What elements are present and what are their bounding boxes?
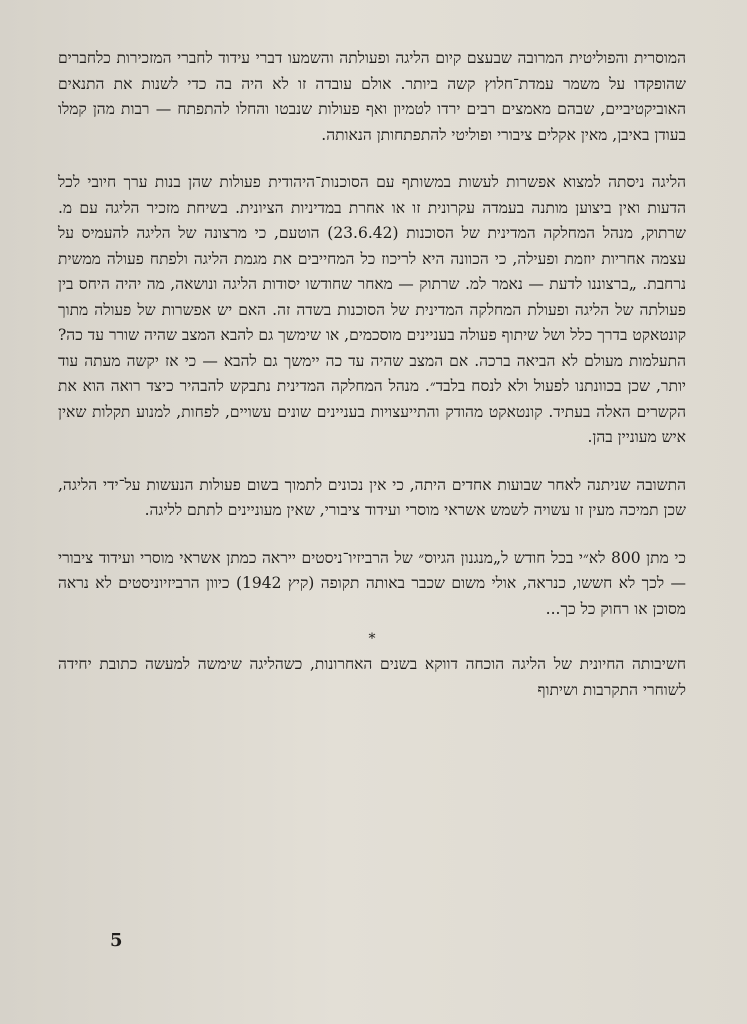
paragraph-4: כי מתן 800 לא״י בכל חודש ל„מנגנון הגיוס״ של הרביזיו־ניסטים ייראה כמתן אשראי מוסרי ועידוד ציבורי — לכך לא חששו, כנראה, אולי משום שכבר באותה תקופה (קיץ 1942) כיוון הרביזיוניסטים לא נראה מסוכן או רחוק כל כך...: [58, 548, 686, 618]
body-text: [58, 46, 686, 725]
paragraph-3: התשובה שניתנה לאחר שבועות אחדים היתה, כי אין נכונים לתמוך בשום פעולות הנעשות על־ידי הליגה, שכן תמיכה מעין זו עשויה לשמש אשראי מוסרי ועידוד ציבורי, שאין מעוניינים לתתם לליגה.: [58, 475, 686, 519]
paragraph-5: חשיבותה החיונית של הליגה הוכחה דווקא בשנים האחרונות, כשהליגה שימשה למעשה כתובת יחידה לשוחרי התקרבות ושיתוף: [58, 655, 686, 699]
section-separator: *: [368, 631, 376, 647]
page-number: 5: [110, 930, 123, 951]
paragraph-2: הליגה ניסתה למצוא אפשרות לעשות במשותף עם הסוכנות־היהודית פעולות שהן בנות ערך חיובי לכל הדעות ואין ביצוען מותנה בעמדה עקרונית זו או אחרת במדיניות הציונית. בשיחת מזכיר הליגה עם מ. שרתוק, מנהל המחלקה המדינית של הסוכנות (23.6.42) הוטעם, כי מרצונה של הליגה להעמיס על עצמה אחריות יוזמת ופעילה, כי הכוונה היא לריכוז כל המחייבים את מגמת הליגה ולפתח פעולה ממשית נרחבת. „ברצוננו לדעת — נאמר למ. שרתוק — מאחר שחודשו יסודות הליגה ונושאה, מה יהיה היחס בין פעולתה של הליגה ופעולת המחלקה המדינית של הסוכנות בשדה זה. האם יש אפשרות של פעולה מתוך קונטאקט בדרך כלל ושל שיתוף פעולה בעניינים מוסכמים, או שימשך גם להבא המצב שהיה שורר עד כה? התעלמות מעולם לא הביאה ברכה. אם המצב שהיה עד כה יימשך גם להבא — כי אז יקשה מעתה עוד יותר, שכן בכוונתנו לפעול ולא לנסח בלבד״. מנהל המחלקה המדינית נתבקש להבהיר כיצד רואה הוא את הקשרים האלה בעתיד. קונטאקט מהודק והתייעצויות בעניינים שונים עשויים, לפחות, למנוע תקלות שאין איש מעוניין בהן.: [58, 173, 687, 446]
paragraph-1: המוסרית והפוליטית המרובה שבעצם קיום הליגה ופעולתה והשמעו דברי עידוד לחברי המזכירות כלחברים שהופקדו על משמר עמדת־חלוץ קשה ביותר. אולם עובדה זו לא היה בה כדי לשנות את התנאים האוביקטיביים, שבהם מאמצים רבים ירדו לטמיון ואף פעולות שנבטו והחלו להתפתח — רבות מהן קמלו בעודן באיבן, מאין אקלים ציבורי ופוליטי להתפתחותן הנאותה.: [58, 49, 686, 144]
